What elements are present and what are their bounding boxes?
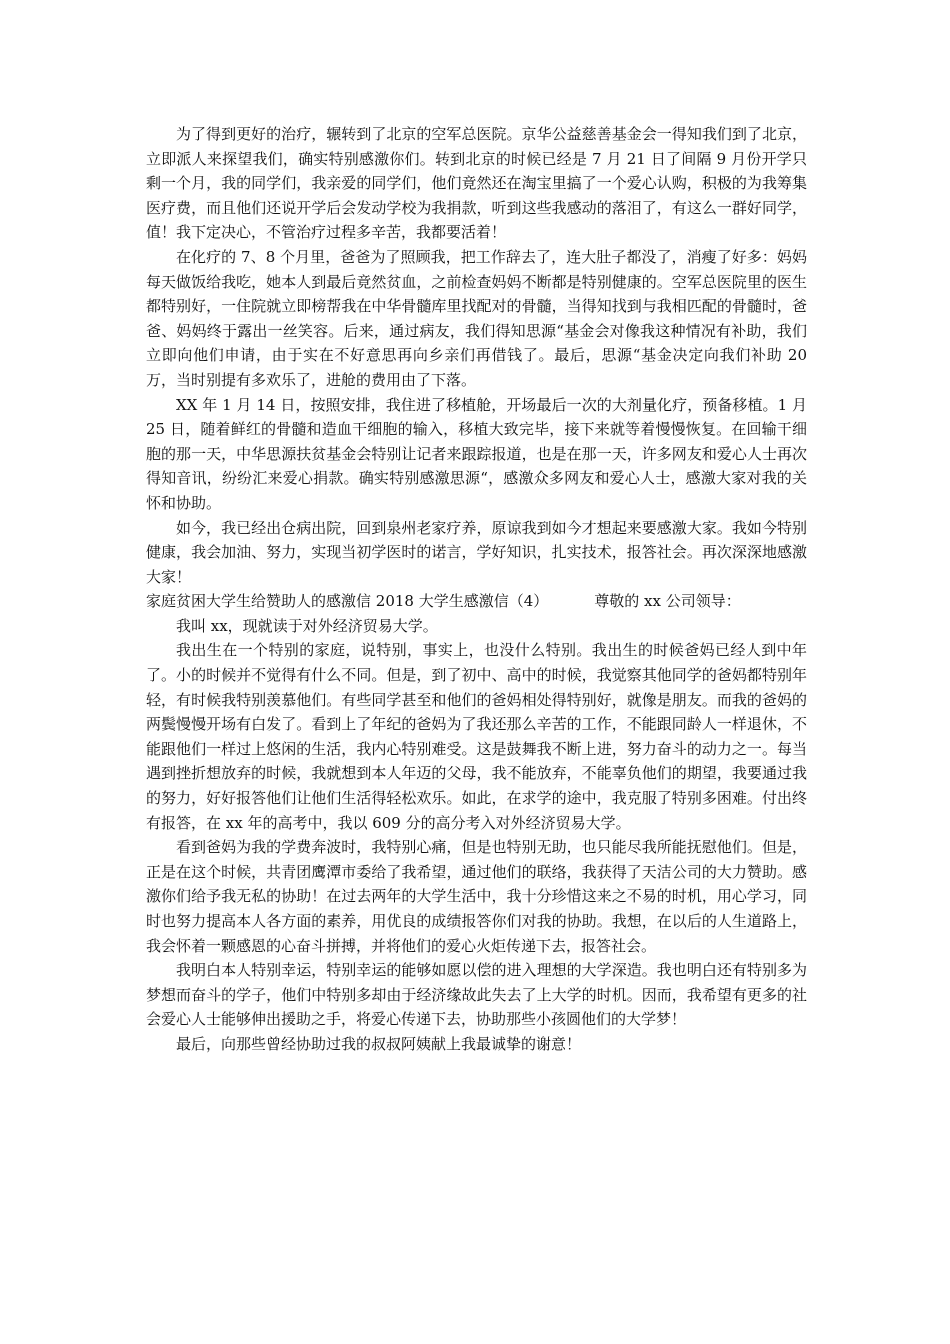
paragraph-family-background: 我出生在一个特别的家庭，说特别，事实上，也没什么特别。我出生的时候爸妈已经人到中年了。小的时候并不觉得有什么不同。但是，到了初中、高中的时候，我觉察其他同学的爸妈都特别年轻，有时候我特别羡慕他们。有些同学甚至和他们的爸妈相处得特别好，就像是朋友。而我的爸妈的两鬓慢慢开场有白发了。看到上了年纪的爸妈为了我还那么辛苦的工作，不能跟同龄人一样退休，不能跟他们一样过上悠闲的生活，我内心特别难受。这是鼓舞我不断上进，努力奋斗的动力之一。每当遇到挫折想放弃的时候，我就想到本人年迈的父母，我不能放弃，不能辜负他们的期望，我要通过我的努力，好好报答他们让他们生活得轻松欢乐。如此，在求学的途中，我克服了特别多困难。付出终有报答，在 xx 年的高考中，我以 609 分的高分考入对外经济贸易大学。: [146, 641, 807, 832]
paragraph-chemotherapy: 在化疗的 7、8 个月里，爸爸为了照顾我，把工作辞去了，连大肚子都没了，消瘦了好多：妈妈每天做饭给我吃，她本人到最后竟然贫血，之前检查妈妈不断都是特别健康的。空军总医院里的医生都特别好，一住院就立即榜帮我在中华骨髓库里找配对的骨髓，当得知找到与我相匹配的骨髓时，爸爸、妈妈终于露出一丝笑容。后来，通过病友，我们得知思源“基金会对像我这种情况有补助，我们立即向他们申请，由于实在不好意思再向乡亲们再借钱了。最后，思源“基金决定向我们补助 20 万，当时别提有多欢乐了，进舱的费用由了下落。: [146, 247, 807, 389]
paragraph-recovery: 如今，我已经出仓病出院，回到泉州老家疗养，原谅我到如今才想起来要感激大家。我如今特别健康，我会加油、努力，实现当初学医时的诺言，学好知识，扎实技术，报答社会。再次深深地感激大家！: [146, 518, 807, 586]
paragraph-introduction: 我叫 xx，现就读于对外经济贸易大学。: [176, 616, 438, 635]
paragraph-treatment-beijing: 为了得到更好的治疗，辗转到了北京的空军总医院。京华公益慈善基金会一得知我们到了北京，立即派人来探望我们，确实特别感激你们。转到北京的时候已经是 7 月 21 日了间隔 9 月份开学只剩一个月，我的同学们，我亲爱的同学们，他们竟然还在淘宝里搞了一个爱心认购，积极的为我筹集医疗费，而且他们还说开学后会发动学校为我捐款，听到这些我感动的落泪了，有这么一群好同学，值！我下定决心，不管治疗过程多辛苦，我都要活着！: [146, 125, 807, 242]
paragraph-transplant: XX 年 1 月 14 日，按照安排，我住进了移植舱，开场最后一次的大剂量化疗，预备移植。1 月 25 日，随着鲜红的骨髓和造血干细胞的输入，移植大致完毕，接下来就等着慢慢恢复。在回输干细胞的那一天，中华思源扶贫基金会特别让记者来跟踪报道，也是在那一天，许多网友和爱心人士再次得知音讯，纷纷汇来爱心捐款。确实特别感激思源“，感激众多网友和爱心人士，感激大家对我的关怀和协助。: [146, 395, 807, 512]
letter-title: 家庭贫困大学生给赞助人的感激信 2018 大学生感激信（4）: [146, 592, 549, 611]
paragraph-closing-thanks: 最后，向那些曾经协助过我的叔叔阿姨献上我最诚挚的谢意！: [176, 1034, 582, 1053]
letter-heading: [146, 589, 807, 614]
paragraph-sponsorship: 看到爸妈为我的学费奔波时，我特别心痛，但是也特别无助，也只能尽我所能抚慰他们。但是，正是在这个时候，共青团鹰潭市委给了我希望，通过他们的联络，我获得了天洁公司的大力赞助。感激你们给予我无私的协助！在过去两年的大学生活中，我十分珍惜这来之不易的时机，用心学习，同时也努力提高本人各方面的素养，用优良的成绩报答你们对我的协助。我想，在以后的人生道路上，我会怀着一颗感恩的心奋斗拼搏，并将他们的爱心火炬传递下去，报答社会。: [146, 838, 807, 955]
document-body: [146, 122, 807, 1057]
paragraph-hope: 我明白本人特别幸运，特别幸运的能够如愿以偿的进入理想的大学深造。我也明白还有特别多为梦想而奋斗的学子，他们中特别多却由于经济缘故此失去了上大学的时机。因而，我希望有更多的社会爱心人士能够伸出援助之手，将爱心传递下去，协助那些小孩圆他们的大学梦！: [146, 961, 807, 1029]
letter-salutation: 尊敬的 xx 公司领导：: [594, 592, 741, 611]
